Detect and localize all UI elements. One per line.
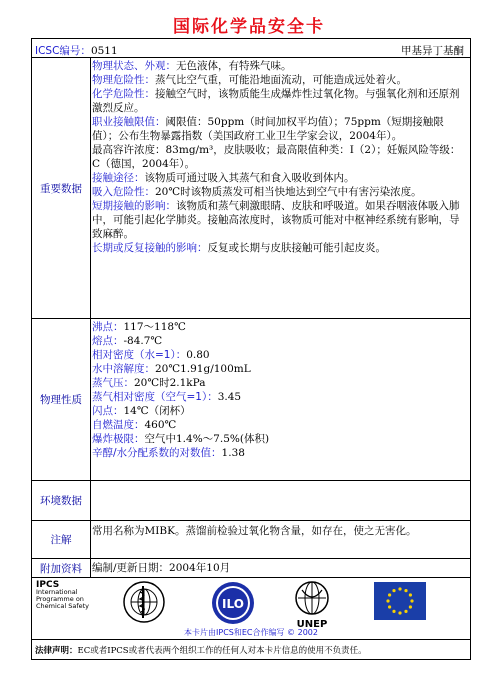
physical-value: 460℃ [144, 419, 177, 431]
safety-card [31, 38, 471, 660]
important-value: 该物质和蒸气刺激眼睛、皮肤和呼吸道。如果吞咽液体吸入肺中，可能引起化学肺炎。接触高浓度时，该物质可能对中枢神经系统有影响，导致麻醉。 [92, 200, 460, 240]
credit-text: 本卡片由IPCS和EC合作编写 © 2002 [184, 628, 318, 637]
physical-value: -84.7℃ [123, 335, 163, 347]
important-item [92, 171, 466, 185]
eu-star [404, 610, 407, 613]
physical-item [92, 320, 466, 334]
physical-value: 14℃（闭杯） [123, 405, 191, 417]
header-row [32, 39, 470, 58]
eu-star [404, 589, 407, 592]
important-item [92, 115, 466, 143]
important-value: 最高容许浓度：83mg/m³，皮肤吸收；最高限值种类：I（2）；妊娠风险等级：C（德国，2004年）。 [92, 144, 461, 170]
chemical-name: 甲基异丁基酮 [401, 45, 464, 57]
eu-star [388, 605, 391, 608]
physical-item [92, 432, 466, 446]
important-value: 无色液体，有特殊气味。 [176, 60, 292, 72]
ipcs-line: Chemical Safety [36, 602, 90, 610]
who-emblem-icon [122, 580, 166, 624]
additional-row [32, 559, 470, 578]
ipcs-line: International [36, 588, 78, 596]
important-key: 长期或反复接触的影响： [92, 242, 208, 254]
important-key: 接触途径： [92, 172, 145, 184]
physical-key: 相对密度（水=1）： [92, 349, 187, 361]
physical-key: 闪点： [92, 405, 124, 417]
environment-label: 环境数据 [32, 481, 91, 520]
physical-item [92, 404, 466, 418]
physical-value: 20℃1.91g/100mL [155, 363, 251, 375]
unep-text: UNEP [296, 619, 328, 630]
physical-key: 爆炸极限： [92, 433, 145, 445]
physical-item [92, 446, 466, 460]
eu-star [392, 589, 395, 592]
physical-item [92, 334, 466, 348]
physical-key: 蒸气压： [92, 377, 134, 389]
eu-star [410, 599, 413, 602]
legal-text: EC或者IPCS或者代表两个组织工作的任何人对本卡片信息的使用不负责任。 [77, 646, 367, 656]
additional-label: 附加资料 [32, 559, 91, 577]
ipcs-title: IPCS [36, 580, 60, 590]
icsc-number [35, 43, 118, 58]
important-key: 短期接触的影响： [92, 200, 176, 212]
important-value: 蒸气比空气重，可能沿地面流动，可能造成远处着火。 [155, 74, 407, 86]
physical-key: 熔点： [92, 335, 124, 347]
important-value: 20℃时该物质蒸发可相当快地达到空气中有害污染浓度。 [155, 186, 422, 198]
physical-value: 1.38 [221, 447, 245, 459]
important-item [92, 199, 466, 241]
logo-strip [32, 578, 470, 638]
physical-key: 蒸气相对密度（空气=1）： [92, 391, 218, 403]
physical-key: 辛醇/水分配系数的对数值： [92, 447, 222, 459]
physical-item [92, 348, 466, 362]
physical-item [92, 390, 466, 404]
physical-value: 117～118℃ [123, 321, 186, 333]
physical-value: 0.80 [186, 349, 210, 361]
eu-star [409, 605, 412, 608]
important-value: 阈限值：50ppm（时间加权平均值）；75ppm（短期接触限值）；公布生物暴露指数（美国政府工业卫生学家会议，2004年）。 [92, 116, 444, 142]
important-key: 职业接触限值： [92, 116, 166, 128]
important-item [92, 143, 466, 171]
eu-star [386, 599, 389, 602]
physical-value: 3.45 [217, 391, 242, 403]
logo-row [32, 578, 470, 640]
eu-flag-icon [374, 582, 426, 620]
notes-label: 注解 [32, 521, 91, 558]
physical-item [92, 376, 466, 390]
important-item [92, 73, 466, 87]
eu-star [398, 587, 401, 590]
physical-properties-row [32, 319, 470, 481]
legal-label: 法律声明： [35, 646, 78, 656]
eu-star [398, 611, 401, 614]
eu-star [392, 610, 395, 613]
important-key: 吸入危险性： [92, 186, 155, 198]
important-key: 物理危险性： [92, 74, 155, 86]
legal-notice [35, 644, 367, 656]
eu-star [409, 593, 412, 596]
additional-content: 编制/更新日期：2004年10月 [92, 562, 231, 574]
important-key: 化学危险性： [92, 88, 155, 100]
card-title: 国际化学品安全卡 [173, 17, 325, 37]
icsc-value: 0511 [90, 45, 118, 57]
unep-emblem-icon [290, 580, 334, 630]
physical-value: 空气中1.4%～7.5%(体积) [144, 433, 270, 445]
important-data-label: 重要数据 [32, 58, 91, 318]
physical-key: 自燃温度： [92, 419, 145, 431]
important-item [92, 87, 466, 115]
physical-key: 水中溶解度： [92, 363, 155, 375]
physical-properties-content [92, 320, 466, 460]
ipcs-logo [36, 582, 89, 610]
icsc-label: ICSC编号： [35, 45, 91, 57]
important-value: 反复或长期与皮肤接触可能引起皮炎。 [207, 242, 386, 254]
important-key: 物理状态、外观： [92, 60, 176, 72]
physical-properties-label: 物理性质 [32, 319, 91, 480]
ipcs-line: Programme on [36, 595, 84, 603]
ilo-text: ILO [222, 597, 244, 611]
physical-item [92, 362, 466, 376]
important-value: 该物质可通过吸入其蒸气和食入吸收到体内。 [144, 172, 355, 184]
important-value: 接触空气时，该物质能生成爆炸性过氧化物。与强氧化剂和还原剂激烈反应。 [92, 88, 460, 114]
ilo-emblem-icon [210, 580, 256, 626]
legal-row [32, 640, 470, 660]
important-item [92, 59, 466, 73]
important-data-row [32, 58, 470, 319]
physical-key: 沸点： [92, 321, 124, 333]
notes-row [32, 521, 470, 559]
notes-content: 常用名称为MIBK。蒸馏前检验过氧化物含量，如存在，使之无害化。 [92, 525, 417, 537]
important-item [92, 185, 466, 199]
environment-row [32, 481, 470, 521]
physical-item [92, 418, 466, 432]
physical-value: 20℃时2.1kPa [134, 377, 206, 389]
important-data-content [92, 59, 466, 255]
eu-star [388, 593, 391, 596]
important-item [92, 241, 466, 255]
